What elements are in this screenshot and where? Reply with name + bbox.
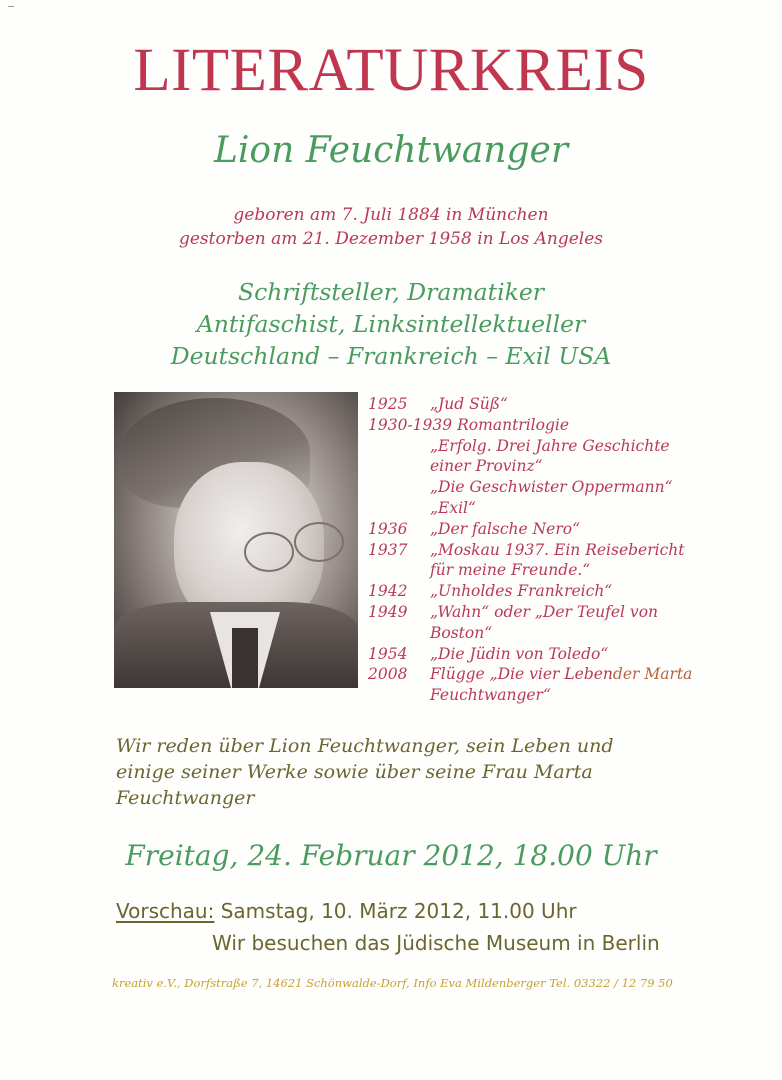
page-title: LITERATURKREIS	[133, 37, 649, 104]
work-item: 1949 „Wahn“ oder „Der Teufel von	[368, 602, 659, 621]
author-name: Lion Feuchtwanger	[213, 130, 569, 171]
footer-contact: kreativ e.V., Dorfstraße 7, 14621 Schönwalde-Dorf, Info Eva Mildenberger Tel. 03322 / 12 79 50	[112, 976, 673, 990]
work-item: „Erfolg. Drei Jahre Geschichte	[430, 436, 670, 455]
role-line: Deutschland – Frankreich – Exil USA	[170, 342, 612, 370]
preview-label: Vorschau:	[116, 899, 215, 923]
glasses-lens-icon	[244, 532, 294, 572]
author-portrait-photo	[114, 392, 358, 688]
role-line: Schriftsteller, Dramatiker	[238, 278, 544, 306]
works-list	[368, 394, 708, 706]
roles-block	[0, 276, 782, 372]
work-item: 1925 „Jud Süß“	[368, 395, 508, 413]
work-item: 1930-1939 Romantrilogie	[368, 415, 570, 434]
work-item: Feuchtwanger“	[430, 686, 551, 705]
work-item: 2008 Flügge „Die vier Leben der Marta	[368, 665, 693, 684]
work-item: 1954 „Die Jüdin von Toledo“	[368, 644, 609, 663]
role-line: Antifaschist, Linksintellektueller	[196, 310, 586, 338]
scan-mark	[8, 6, 14, 7]
portrait-tie	[232, 628, 258, 688]
work-item: „Die Geschwister Oppermann“	[430, 478, 673, 497]
preview-datetime: Samstag, 10. März 2012, 11.00 Uhr	[214, 899, 577, 923]
work-item: einer Provinz“	[430, 457, 543, 476]
work-item: Boston“	[430, 623, 493, 642]
work-item: „Exil“	[430, 498, 476, 517]
preview-description: Wir besuchen das Jüdische Museum in Berlin	[212, 931, 660, 955]
event-datetime: Freitag, 24. Februar 2012, 18.00 Uhr	[125, 839, 657, 872]
talk-description: Wir reden über Lion Feuchtwanger, sein Leben und einige seiner Werke sowie über seine Frau Marta Feuchtwanger	[116, 735, 614, 809]
work-item: 1942 „Unholdes Frankreich“	[368, 582, 613, 601]
preview-line	[116, 896, 577, 926]
work-item: für meine Freunde.“	[430, 561, 591, 580]
birth-line: geboren am 7. Juli 1884 in München	[233, 205, 549, 225]
death-line: gestorben am 21. Dezember 1958 in Los Angeles	[178, 229, 604, 249]
bio-dates	[0, 203, 782, 251]
glasses-lens-icon	[294, 522, 344, 562]
work-item: 1937 „Moskau 1937. Ein Reisebericht	[368, 540, 685, 559]
work-item: 1936 „Der falsche Nero“	[368, 519, 581, 538]
